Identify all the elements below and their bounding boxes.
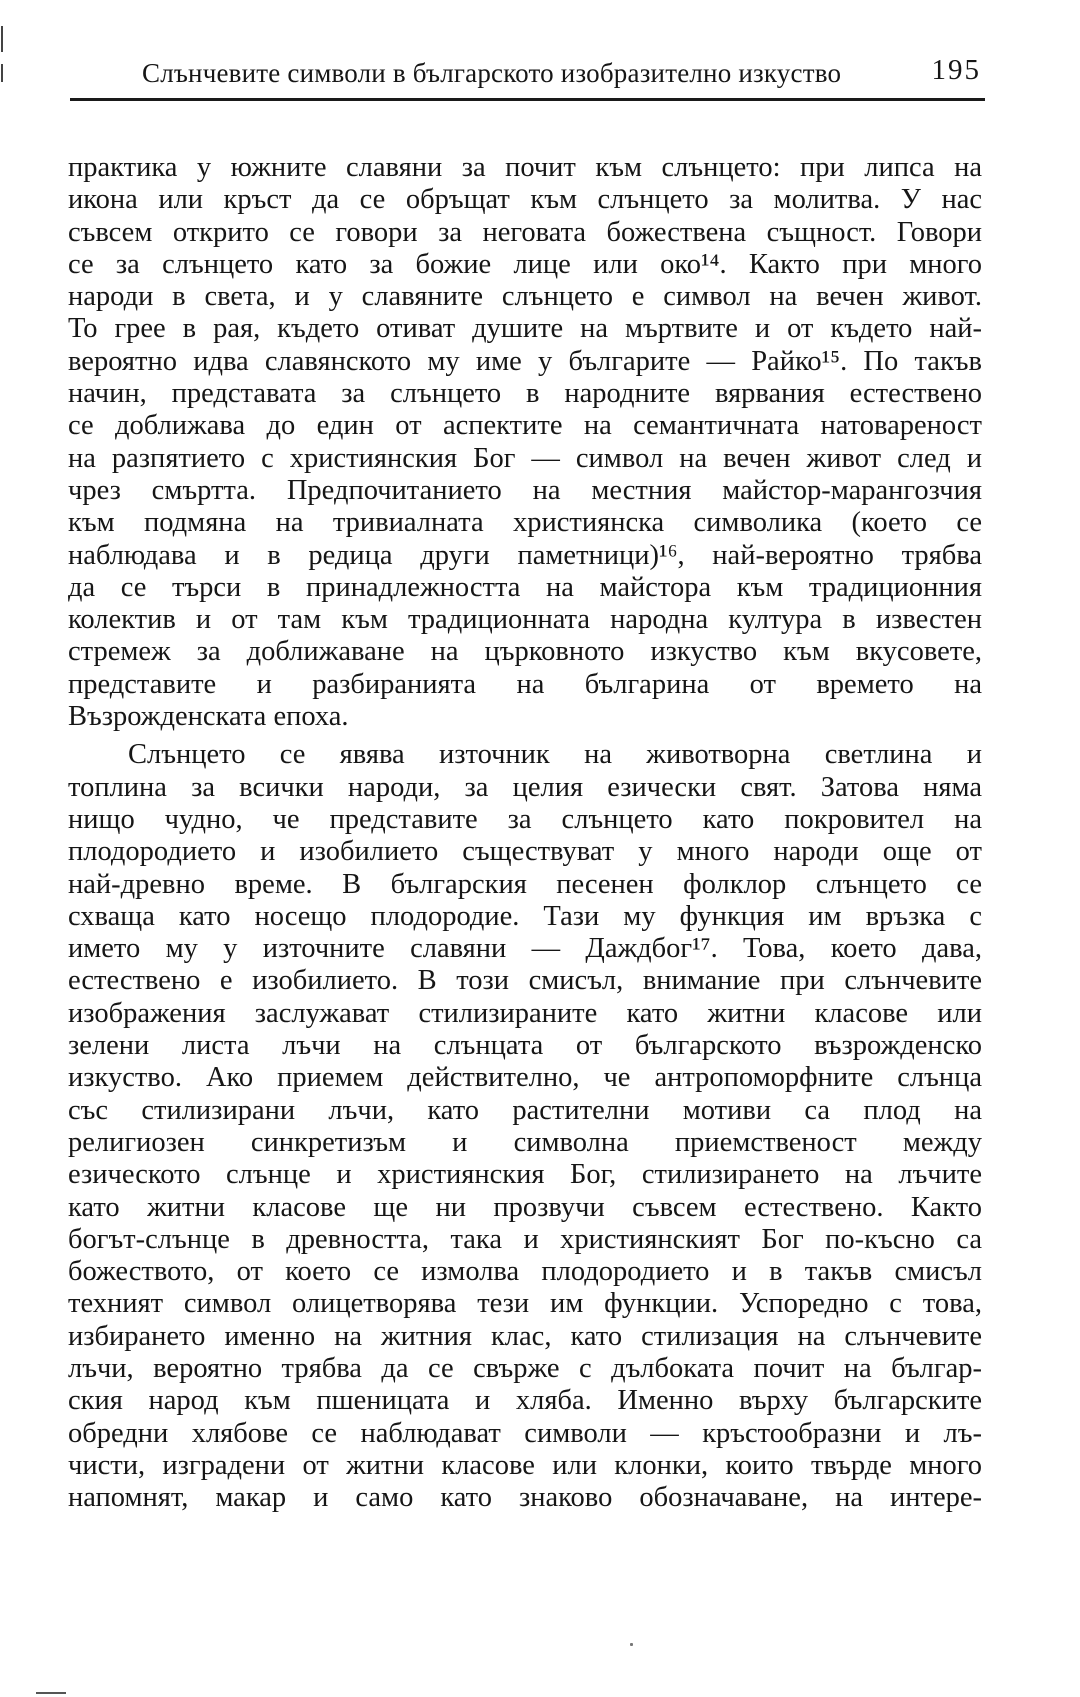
text-line: ския народ към пшеницата и хляба. Именно върху българските [68, 1385, 982, 1417]
text-line: религиозен синкретизъм и символна приемственост между [68, 1126, 982, 1158]
text-line: се доближава до един от аспектите на семантичната натовареност [68, 410, 982, 442]
text-line: изкуство. Ако приемем действително, че антропоморфните слънца [68, 1062, 982, 1094]
text-line: практика у южните славяни за почит към слънцето: при липса на [68, 152, 982, 183]
text-line: най-древно време. В българския песенен фолклор слънцето се [68, 868, 982, 900]
text-line: колектив и от там към традиционната народна култура в известен [68, 604, 982, 636]
text-line: към подмяна на тривиалната християнска символика (което се [68, 507, 982, 539]
running-header [70, 50, 985, 101]
text-line: техният символ олицетворява тези им функции. Успоредно с това, [68, 1288, 982, 1320]
edge-mark [1, 26, 3, 52]
text-line: на разпятието с християнския Бог — символ на вечен живот след и [68, 442, 982, 474]
body-text [68, 152, 982, 1514]
text-line: като житни класове ще ни прозвучи съвсем естествено. Както [68, 1191, 982, 1223]
text-line: наблюдава и в редица други паметници)¹⁶, най-вероятно трябва [68, 539, 982, 571]
text-line: вероятно идва славянското му име у българите — Райко¹⁵. По такъв [68, 345, 982, 377]
text-line: божеството, от което се измолва плодородието и в такъв смисъл [68, 1256, 982, 1288]
paragraph-2 [68, 739, 982, 1514]
text-line: със стилизирани лъчи, като растителни мотиви са плод на [68, 1094, 982, 1126]
text-line: Слънцето се явява източник на животворна светлина и [128, 739, 982, 771]
text-line: Възрожденската епоха. [68, 701, 349, 733]
text-line: изображения заслужават стилизираните като житни класове или [68, 997, 982, 1029]
text-line: нищо чудно, че представите за слънцето като покровител на [68, 803, 982, 835]
edge-mark [1, 64, 3, 82]
text-line: естествено е изобилието. В този смисъл, внимание при слънчевите [68, 965, 982, 997]
text-line: лъчи, вероятно трябва да се свърже с дълбоката почит на българ- [68, 1352, 982, 1384]
text-line: начин, представата за слънцето в народните вярвания естествено [68, 378, 982, 410]
text-line: избирането именно на житния клас, като стилизация на слънчевите [68, 1320, 982, 1352]
text-line: да се търси в принадлежността на майстора към традиционния [68, 571, 982, 603]
text-line: чрез смъртта. Предпочитанието на местния майстор-марангозчия [68, 474, 982, 506]
text-line: стремеж за доближаване на църковното изкуство към вкусовете, [68, 636, 982, 668]
text-line: То грее в рая, където отиват душите на мъртвите и от където най- [68, 313, 982, 345]
text-line: чисти, изградени от житни класове или клонки, които твърде много [68, 1449, 982, 1481]
left-edge-marks [0, 26, 4, 86]
page-number: 195 [931, 54, 981, 86]
text-line: народи в света, и у славяните слънцето е символ на вечен живот. [68, 281, 982, 313]
text-line: схваща като носещо плодородие. Тази му функция им връзка с [68, 900, 982, 932]
running-header-title: Слънчевите символи в българското изобразително изкуство [142, 58, 842, 88]
text-line: се за слънцето като за божие лице или око¹⁴. Както при много [68, 248, 982, 280]
text-line: икона или кръст да се обръщат към слънцето за молитва. У нас [68, 184, 982, 216]
text-line: представите и разбиранията на българина от времето на [68, 668, 982, 700]
text-line: езическото слънце и християнския Бог, стилизирането на лъчите [68, 1159, 982, 1191]
paragraph-1 [68, 152, 982, 733]
text-line: богът-слънце в древността, така и християнският Бог по-късно са [68, 1223, 982, 1255]
text-line: плодородието и изобилието съществуват у много народи още от [68, 836, 982, 868]
text-line: обредни хлябове се наблюдават символи — кръстообразни и лъ- [68, 1417, 982, 1449]
text-line: зелени листа лъчи на слънцата от българското възрожденско [68, 1030, 982, 1062]
scan-edge-mark [36, 1692, 66, 1694]
text-line: топлина за всички народи, за целия езически свят. Затова няма [68, 771, 982, 803]
scan-speck [630, 1643, 633, 1646]
text-line: напомнят, макар и само като знаково обозначаване, на интере- [68, 1482, 982, 1514]
text-line: съвсем открито се говори за неговата божествена същност. Говори [68, 216, 982, 248]
text-line: името му у източните славяни — Даждбог¹⁷. Това, което дава, [68, 933, 982, 965]
